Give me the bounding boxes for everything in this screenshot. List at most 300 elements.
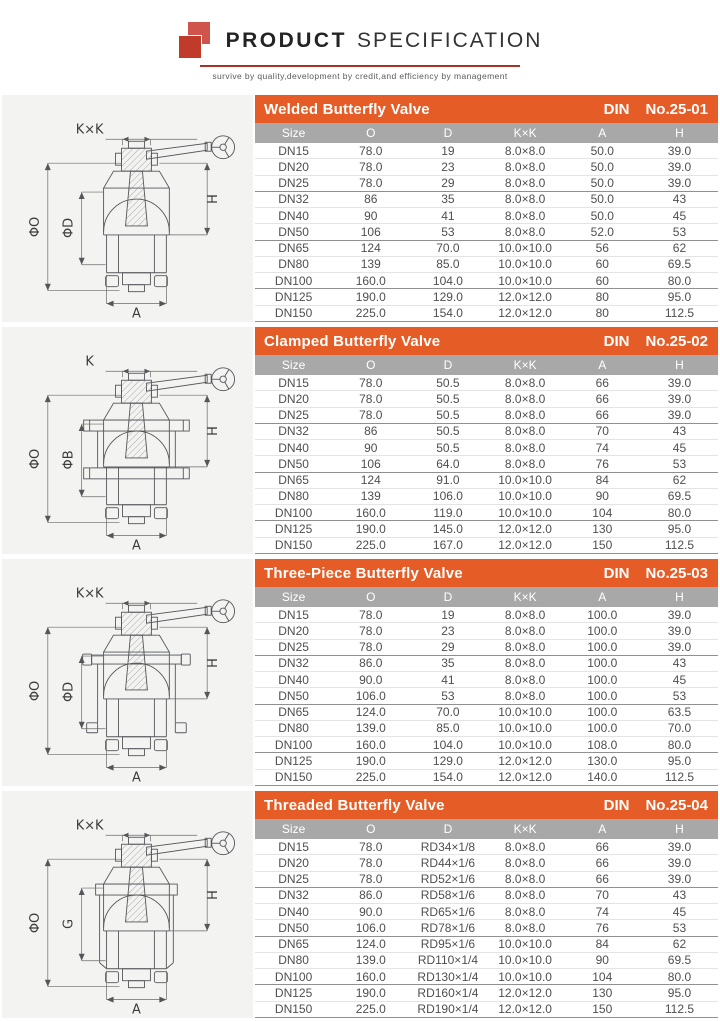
table-cell: 160.0 <box>355 969 386 984</box>
valve-technical-drawing <box>2 559 253 786</box>
table-cell: 10.0×10.0 <box>498 473 552 488</box>
table-cell: DN50 <box>278 688 309 703</box>
brand-logo-icon <box>178 22 214 60</box>
din-label: DIN <box>603 332 630 350</box>
svg-text:A: A <box>132 1002 141 1018</box>
table-cell: DN150 <box>274 1002 313 1017</box>
table-row-dn50 <box>255 920 718 936</box>
table-cell: 100.0 <box>587 607 618 622</box>
table-cell: 12.0×12.0 <box>498 754 552 769</box>
table-cell: 50.0 <box>590 208 614 223</box>
table-cell: 8.0×8.0 <box>504 672 546 687</box>
brand-title-row <box>0 20 720 62</box>
table-cell: 119.0 <box>433 505 463 520</box>
din-number: No.25-03 <box>645 564 708 582</box>
table-cell: 124 <box>360 473 381 488</box>
column-header: K×K <box>513 358 537 372</box>
svg-text:K×K: K×K <box>75 122 104 138</box>
table-cell: DN125 <box>274 986 313 1001</box>
table-cell: DN125 <box>274 290 313 305</box>
table-cell: 100.0 <box>587 623 618 638</box>
table-cell: 167.0 <box>432 538 463 553</box>
table-cell: 78.0 <box>359 143 383 158</box>
table-header-row <box>255 355 718 375</box>
din-label: DIN <box>603 100 630 118</box>
table-cell: 139 <box>360 257 381 272</box>
table-cell: DN100 <box>274 273 313 288</box>
table-cell: 74 <box>595 440 609 455</box>
svg-text:K×K: K×K <box>75 818 104 834</box>
table-cell: DN150 <box>274 538 313 553</box>
table-cell: 12.0×12.0 <box>498 290 552 305</box>
table-cell: 100.0 <box>587 656 618 671</box>
table-row-dn25 <box>255 872 718 888</box>
table-title-bar <box>255 791 718 819</box>
table-row-dn80 <box>255 489 718 505</box>
table-cell: DN20 <box>278 159 309 174</box>
table-title-bar <box>255 327 718 355</box>
table-cell: DN25 <box>278 176 309 191</box>
table-cell: 10.0×10.0 <box>498 505 552 520</box>
table-cell: 39.0 <box>667 872 692 887</box>
table-cell: 8.0×8.0 <box>504 224 546 239</box>
table-cell: 70.0 <box>436 241 460 256</box>
table-row-dn65 <box>255 937 718 953</box>
column-header: O <box>366 822 376 836</box>
table-cell: 90 <box>595 489 609 504</box>
table-title: Clamped Butterfly Valve <box>264 332 441 350</box>
column-header: K×K <box>513 822 537 836</box>
table-cell: 150 <box>592 1002 613 1017</box>
column-header: K×K <box>513 126 537 140</box>
table-cell: 19 <box>441 143 455 158</box>
table-cell: 10.0×10.0 <box>498 241 552 256</box>
table-cell: 66 <box>595 855 609 870</box>
table-cell: 8.0×8.0 <box>504 408 546 423</box>
table-cell: 66 <box>595 839 609 854</box>
table-cell: 23 <box>441 623 455 638</box>
valve-technical-drawing <box>2 95 253 322</box>
table-cell: 8.0×8.0 <box>504 839 546 854</box>
table-header-row <box>255 819 718 839</box>
valve-drawing-svg <box>2 791 253 1018</box>
table-cell: DN32 <box>278 888 309 903</box>
table-cell: 56 <box>595 241 609 256</box>
table-cell: DN20 <box>278 855 309 870</box>
table-cell: 69.5 <box>667 257 692 272</box>
column-header: A <box>598 590 607 604</box>
table-cell: DN15 <box>278 839 309 854</box>
table-cell: DN20 <box>278 623 309 638</box>
table-cell: 8.0×8.0 <box>504 904 546 919</box>
table-cell: 86 <box>364 424 378 439</box>
brand-title-regular: SPECIFICATION <box>356 29 543 52</box>
table-row-dn150 <box>255 1002 718 1018</box>
table-cell: 50.0 <box>590 159 614 174</box>
table-cell: DN25 <box>278 872 309 887</box>
svg-text:H: H <box>206 194 222 204</box>
table-row-dn150 <box>255 770 718 786</box>
table-cell: 45 <box>672 672 687 687</box>
table-cell: 10.0×10.0 <box>498 953 552 968</box>
table-row-dn125 <box>255 521 718 537</box>
table-cell: 104.0 <box>432 737 463 752</box>
table-cell: 80.0 <box>667 969 692 984</box>
svg-text:G: G <box>61 918 77 929</box>
column-header: Size <box>281 358 306 372</box>
column-header: D <box>443 822 453 836</box>
table-cell: 190.0 <box>355 986 386 1001</box>
din-number: No.25-01 <box>645 100 708 118</box>
table-cell: 140.0 <box>587 770 618 785</box>
table-cell: 43 <box>672 424 687 439</box>
table-header-row <box>255 123 718 143</box>
table-cell: 63.5 <box>667 705 692 720</box>
table-cell: 39.0 <box>667 839 692 854</box>
table-cell: 90.0 <box>359 904 383 919</box>
table-cell: 8.0×8.0 <box>504 176 546 191</box>
table-cell: 50.5 <box>436 440 460 455</box>
table-cell: 130.0 <box>587 754 618 769</box>
table-row-dn100 <box>255 273 718 289</box>
table-cell: 78.0 <box>359 855 383 870</box>
column-header: A <box>598 126 607 140</box>
table-cell: 112.5 <box>664 770 695 785</box>
table-cell: 90 <box>595 953 609 968</box>
table-cell: 91.0 <box>436 473 460 488</box>
table-cell: 225.0 <box>355 306 386 321</box>
table-cell: 50.5 <box>436 391 460 406</box>
table-cell: 8.0×8.0 <box>504 143 546 158</box>
table-cell: 95.0 <box>667 754 692 769</box>
table-cell: 70.0 <box>436 705 460 720</box>
table-cell: 85.0 <box>436 721 460 736</box>
table-cell: 106 <box>360 224 381 239</box>
table-cell: 8.0×8.0 <box>504 375 546 390</box>
table-cell: DN15 <box>278 143 309 158</box>
table-cell: 225.0 <box>355 770 386 785</box>
table-cell: 39.0 <box>667 143 692 158</box>
table-row-dn15 <box>255 839 718 855</box>
table-cell: 60 <box>595 257 609 272</box>
table-cell: 66 <box>595 391 609 406</box>
svg-text:ΦO: ΦO <box>27 680 43 702</box>
table-cell: 160.0 <box>355 273 386 288</box>
table-row-dn125 <box>255 985 718 1001</box>
table-cell: 90 <box>364 208 378 223</box>
table-cell: DN125 <box>274 522 313 537</box>
table-title-bar <box>255 559 718 587</box>
column-header: Size <box>281 590 306 604</box>
table-cell: DN65 <box>278 705 309 720</box>
table-row-dn25 <box>255 640 718 656</box>
valve-section-4 <box>2 791 718 1018</box>
table-row-dn20 <box>255 391 718 407</box>
table-cell: 66 <box>595 872 609 887</box>
table-cell: 104 <box>592 505 613 520</box>
table-cell: 139.0 <box>355 953 386 968</box>
table-cell: 154.0 <box>432 770 463 785</box>
table-row-dn40 <box>255 904 718 920</box>
table-cell: 35 <box>441 192 455 207</box>
table-row-dn80 <box>255 721 718 737</box>
table-row-dn150 <box>255 538 718 554</box>
table-cell: 50.5 <box>436 424 460 439</box>
column-header: O <box>366 126 376 140</box>
table-cell: 112.5 <box>664 306 695 321</box>
table-cell: 39.0 <box>667 623 692 638</box>
table-row-dn15 <box>255 607 718 623</box>
table-cell: 100.0 <box>587 640 618 655</box>
column-header: D <box>443 126 453 140</box>
table-cell: 90 <box>364 440 378 455</box>
table-cell: 53 <box>441 224 455 239</box>
table-cell: DN80 <box>278 953 309 968</box>
svg-text:H: H <box>206 426 222 436</box>
table-cell: 139.0 <box>355 721 386 736</box>
spec-sections <box>0 95 720 1018</box>
table-title: Threaded Butterfly Valve <box>264 796 445 814</box>
valve-technical-drawing <box>2 327 253 554</box>
svg-text:ΦD: ΦD <box>61 217 77 239</box>
column-header: H <box>675 126 684 140</box>
table-cell: 8.0×8.0 <box>504 640 546 655</box>
table-cell: 10.0×10.0 <box>498 705 552 720</box>
table-cell: 8.0×8.0 <box>504 159 546 174</box>
table-cell: 80.0 <box>667 737 692 752</box>
table-row-dn20 <box>255 159 718 175</box>
table-cell: 106.0 <box>355 920 386 935</box>
table-cell: 78.0 <box>359 159 383 174</box>
table-cell: 78.0 <box>359 623 383 638</box>
table-cell: 39.0 <box>667 408 692 423</box>
table-cell: 84 <box>595 473 609 488</box>
column-header: D <box>443 590 453 604</box>
table-cell: 23 <box>441 159 455 174</box>
table-cell: 78.0 <box>359 391 383 406</box>
table-cell: 39.0 <box>667 176 692 191</box>
table-cell: 74 <box>595 904 609 919</box>
table-cell: 43 <box>672 888 687 903</box>
table-cell: DN65 <box>278 473 309 488</box>
table-cell: 104 <box>592 969 613 984</box>
table-cell: 12.0×12.0 <box>498 770 552 785</box>
table-row-dn32 <box>255 656 718 672</box>
table-cell: DN125 <box>274 754 313 769</box>
table-cell: 8.0×8.0 <box>504 920 546 935</box>
table-cell: DN100 <box>274 505 313 520</box>
svg-text:A: A <box>132 770 141 786</box>
table-cell: 84 <box>595 937 609 952</box>
table-cell: 8.0×8.0 <box>504 607 546 622</box>
valve-section-2 <box>2 327 718 554</box>
table-cell: 12.0×12.0 <box>498 538 552 553</box>
table-cell: 35 <box>441 656 455 671</box>
table-cell: DN20 <box>278 391 309 406</box>
valve-drawing-svg <box>2 559 253 786</box>
table-cell: 78.0 <box>359 607 383 622</box>
table-cell: 50.0 <box>590 143 614 158</box>
table-cell: 12.0×12.0 <box>498 306 552 321</box>
table-cell: 80 <box>595 290 609 305</box>
table-cell: DN80 <box>278 721 309 736</box>
table-row-dn20 <box>255 623 718 639</box>
din-number: No.25-02 <box>645 332 708 350</box>
table-cell: DN32 <box>278 424 309 439</box>
table-cell: 124 <box>360 241 381 256</box>
table-cell: 39.0 <box>667 159 692 174</box>
table-cell: 90.0 <box>359 672 383 687</box>
column-header: H <box>675 822 684 836</box>
table-cell: DN50 <box>278 920 309 935</box>
table-cell: 69.5 <box>667 953 692 968</box>
table-cell: 124.0 <box>355 937 386 952</box>
table-title: Three-Piece Butterfly Valve <box>264 564 463 582</box>
svg-text:H: H <box>206 890 222 900</box>
table-cell: 129.0 <box>432 290 463 305</box>
table-header-row <box>255 587 718 607</box>
table-cell: 95.0 <box>667 522 692 537</box>
table-row-dn50 <box>255 456 718 472</box>
brand-underline <box>200 65 520 67</box>
table-cell: 69.5 <box>667 489 692 504</box>
table-cell: DN80 <box>278 257 309 272</box>
table-cell: 50.5 <box>436 375 460 390</box>
table-cell: DN80 <box>278 489 309 504</box>
table-row-dn50 <box>255 688 718 704</box>
table-row-dn125 <box>255 753 718 769</box>
table-cell: 19 <box>441 607 455 622</box>
table-row-dn80 <box>255 953 718 969</box>
table-cell: DN40 <box>278 672 309 687</box>
table-cell: 95.0 <box>667 290 692 305</box>
table-row-dn50 <box>255 224 718 240</box>
table-cell: 10.0×10.0 <box>498 969 552 984</box>
table-row-dn100 <box>255 737 718 753</box>
svg-text:H: H <box>206 658 222 668</box>
table-cell: 39.0 <box>667 855 692 870</box>
svg-text:ΦB: ΦB <box>61 450 77 470</box>
table-cell: 8.0×8.0 <box>504 208 546 223</box>
table-cell: 139 <box>360 489 381 504</box>
brand-header <box>0 0 720 81</box>
table-cell: RD78×1/6 <box>420 920 476 935</box>
table-cell: 8.0×8.0 <box>504 391 546 406</box>
table-cell: 78.0 <box>359 375 383 390</box>
din-label: DIN <box>603 796 630 814</box>
table-row-dn125 <box>255 289 718 305</box>
din-label: DIN <box>603 564 630 582</box>
table-cell: RD58×1/6 <box>420 888 476 903</box>
table-cell: 41 <box>441 672 455 687</box>
table-cell: 160.0 <box>355 505 386 520</box>
din-number: No.25-04 <box>645 796 708 814</box>
table-row-dn25 <box>255 176 718 192</box>
table-body <box>255 839 718 1018</box>
table-cell: 62 <box>672 473 687 488</box>
table-cell: 45 <box>672 904 687 919</box>
table-cell: 39.0 <box>667 640 692 655</box>
table-cell: 66 <box>595 375 609 390</box>
svg-text:ΦD: ΦD <box>61 681 77 703</box>
table-row-dn65 <box>255 705 718 721</box>
table-cell: 106.0 <box>432 489 463 504</box>
table-cell: DN100 <box>274 969 313 984</box>
table-cell: 124.0 <box>355 705 386 720</box>
table-cell: 66 <box>595 408 609 423</box>
table-cell: 70 <box>595 888 609 903</box>
table-cell: 53 <box>672 688 687 703</box>
table-cell: 80.0 <box>667 505 692 520</box>
table-cell: 53 <box>441 688 455 703</box>
table-cell: 53 <box>672 456 687 471</box>
column-header: H <box>675 590 684 604</box>
spec-table <box>255 327 718 554</box>
table-cell: DN50 <box>278 224 309 239</box>
table-cell: 80.0 <box>667 273 692 288</box>
table-cell: 8.0×8.0 <box>504 888 546 903</box>
table-cell: 225.0 <box>355 538 386 553</box>
table-cell: 8.0×8.0 <box>504 456 546 471</box>
table-cell: RD34×1/8 <box>420 839 476 854</box>
table-cell: 95.0 <box>667 986 692 1001</box>
table-cell: 39.0 <box>667 391 692 406</box>
table-cell: 43 <box>672 656 687 671</box>
table-cell: 100.0 <box>587 721 618 736</box>
table-cell: 39.0 <box>667 607 692 622</box>
table-cell: 145.0 <box>432 522 463 537</box>
spec-table <box>255 791 718 1018</box>
table-cell: 50.5 <box>436 408 460 423</box>
table-row-dn65 <box>255 473 718 489</box>
table-cell: DN40 <box>278 904 309 919</box>
table-cell: 10.0×10.0 <box>498 937 552 952</box>
table-cell: RD110×1/4 <box>417 953 478 968</box>
table-cell: DN150 <box>274 770 313 785</box>
table-cell: 45 <box>672 208 687 223</box>
column-header: A <box>598 358 607 372</box>
table-cell: DN40 <box>278 208 309 223</box>
table-cell: 78.0 <box>359 839 383 854</box>
table-cell: 8.0×8.0 <box>504 872 546 887</box>
column-header: A <box>598 822 607 836</box>
table-cell: 106 <box>360 456 381 471</box>
table-cell: DN32 <box>278 192 309 207</box>
table-cell: 62 <box>672 241 687 256</box>
table-cell: 10.0×10.0 <box>498 721 552 736</box>
table-cell: DN15 <box>278 607 309 622</box>
valve-section-1 <box>2 95 718 322</box>
table-cell: 190.0 <box>355 522 386 537</box>
table-cell: 8.0×8.0 <box>504 623 546 638</box>
table-cell: 8.0×8.0 <box>504 656 546 671</box>
table-row-dn32 <box>255 192 718 208</box>
table-cell: DN25 <box>278 408 309 423</box>
table-cell: 50.0 <box>590 176 614 191</box>
table-cell: 129.0 <box>432 754 463 769</box>
brand-title-bold: PRODUCT <box>225 29 347 52</box>
table-row-dn100 <box>255 969 718 985</box>
table-cell: 190.0 <box>355 290 386 305</box>
spec-table <box>255 559 718 786</box>
column-header: D <box>443 358 453 372</box>
table-cell: 41 <box>441 208 455 223</box>
table-cell: 70.0 <box>667 721 692 736</box>
table-cell: DN40 <box>278 440 309 455</box>
table-cell: RD95×1/6 <box>420 937 476 952</box>
table-cell: 150 <box>592 538 613 553</box>
table-cell: 62 <box>672 937 687 952</box>
